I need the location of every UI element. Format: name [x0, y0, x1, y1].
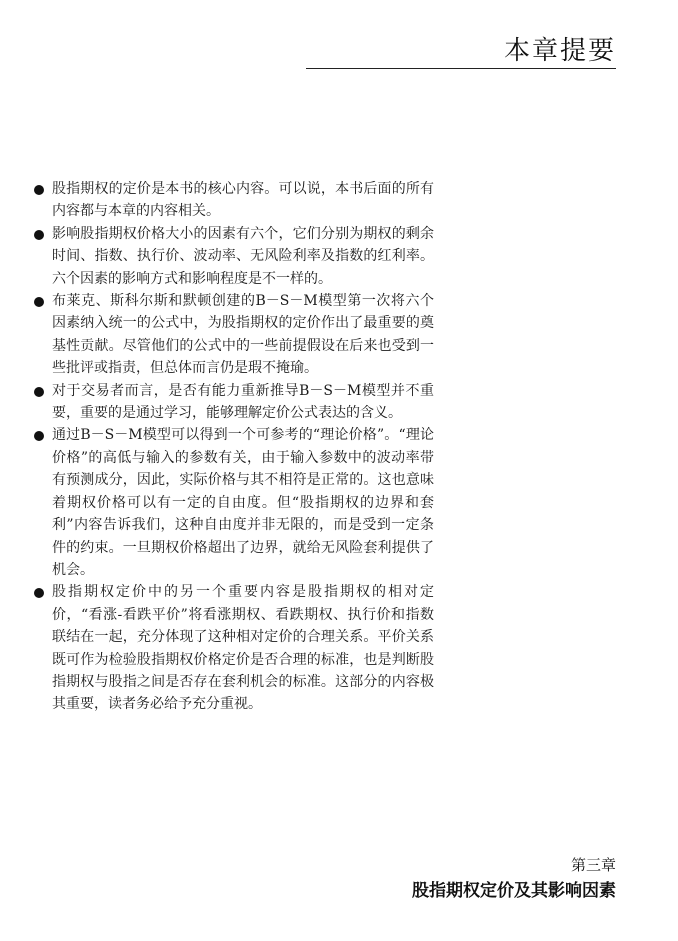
chapter-number: 第三章 — [570, 856, 616, 874]
summary-item — [32, 380, 434, 425]
bullet-icon — [34, 431, 44, 441]
bullet-icon — [34, 297, 44, 307]
bullet-icon — [34, 185, 44, 195]
summary-item — [32, 424, 434, 581]
summary-item-text: 影响股指期权价格大小的因素有六个，它们分别为期权的剩余时间、指数、执行价、波动率、无风险利率及指数的红利率。六个因素的影响方式和影响程度是不一样的。 — [52, 225, 434, 287]
section-title: 本章提要 — [503, 36, 616, 66]
chapter-title: 股指期权定价及其影响因素 — [412, 881, 616, 901]
summary-item-text: 通过B－S－M模型可以得到一个可参考的“理论价格”。“理论价格”的高低与输入的参数有关，由于输入参数中的波动率带有预测成分，因此，实际价格与其不相符是正常的。这也意味着期权价格可以有一定的自由度。但“股指期权的边界和套利”内容告诉我们，这种自由度并非无限的，而是受到一定条件的约束。一旦期权价格超出了边界，就给无风险套利提供了机会。 — [52, 427, 434, 578]
summary-list — [32, 178, 434, 716]
bullet-icon — [34, 387, 44, 397]
section-title-rule — [306, 68, 616, 69]
summary-item — [32, 581, 434, 715]
bullet-icon — [34, 230, 44, 240]
summary-item — [32, 290, 434, 380]
summary-item-text: 股指期权的定价是本书的核心内容。可以说，本书后面的所有内容都与本章的内容相关。 — [52, 181, 434, 220]
summary-item — [32, 223, 434, 290]
summary-item-text: 对于交易者而言，是否有能力重新推导B－S－M模型并不重要，重要的是通过学习，能够理解定价公式表达的含义。 — [52, 382, 434, 422]
summary-item-text: 股指期权定价中的另一个重要内容是股指期权的相对定价，“看涨-看跌平价”将看涨期权、看跌期权、执行价和指数联结在一起，充分体现了这种相对定价的合理关系。平价关系既可作为检验股指期权价格定价是否合理的标准，也是判断股指期权与股指之间是否存在套利机会的标准。这部分的内容极其重要，读者务必给予充分重视。 — [52, 584, 434, 713]
bullet-icon — [34, 588, 44, 598]
summary-item-text: 布莱克、斯科尔斯和默顿创建的B－S－M模型第一次将六个因素纳入统一的公式中，为股指期权的定价作出了最重要的奠基性贡献。尽管他们的公式中的一些前提假设在后来也受到一些批评或指责，但总体而言仍是瑕不掩瑜。 — [52, 293, 434, 377]
summary-item — [32, 178, 434, 223]
